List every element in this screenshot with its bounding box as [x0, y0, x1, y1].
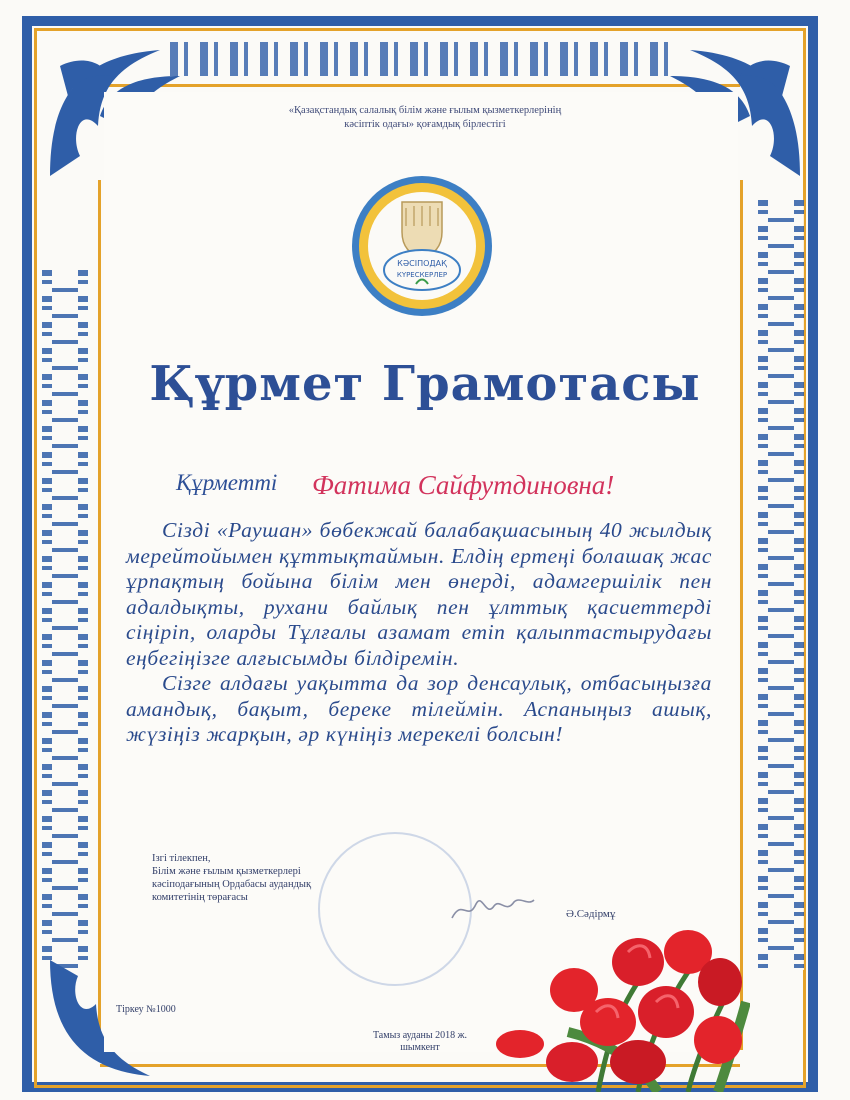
- footer-line-2: шымкент: [400, 1042, 440, 1053]
- signatory-block: [152, 852, 432, 904]
- left-gold-line: [98, 180, 101, 1050]
- paragraph-1: Сізді «Раушан» бөбекжай балабақшасының 40 жылдық мерейтойымен құттықтаймын. Елдің ертеңі болашақ жас ұрпақтың бойына білім мен өнерді, адамгершілік пен адалдықты, рухани байлық пен ұлттық қасиеттерді сіңіріп, оларды Тұлғалы азамат етіп қалыптастырудағы еңбегіңізге алғысымды білдіремін.: [126, 518, 712, 670]
- right-gold-line: [740, 180, 743, 1050]
- sign-line-3: кәсіподағының Ордабасы аудандық: [152, 879, 312, 890]
- congratulation-body: [126, 518, 712, 748]
- emblem-text-1: КӘСІПОДАҚ: [397, 259, 447, 268]
- red-tulips-image: [488, 922, 750, 1092]
- sign-line-2: Білім және ғылым қызметкерлері: [152, 866, 301, 877]
- emblem-text-2: КҮРЕСКЕРЛЕР: [396, 271, 448, 279]
- union-emblem-logo: [336, 174, 508, 318]
- left-ornament-strip: [42, 270, 88, 970]
- certificate-title: Құрмет Грамотасы: [149, 356, 701, 412]
- registration-number: Тіркеу №1000: [116, 1004, 176, 1015]
- right-ornament-strip: [758, 200, 804, 970]
- signer-name: Ә.Сәдірмұ: [566, 908, 616, 920]
- paragraph-2: Сізге алдағы уақытта да зор денсаулық, отбасыңызға амандық, бақыт, береке тілеймін. Аспаныңыз ашық, жүзіңіз жарқын, әр күніңіз мерекелі болсын!: [126, 671, 712, 746]
- footer-line-1: Тамыз ауданы 2018 ж.: [372, 1030, 468, 1041]
- recipient-name: Фатима Сайфутдиновна!: [312, 470, 615, 500]
- greeting-word: Құрметті: [176, 470, 278, 495]
- sign-line-4: комитетінің төрағасы: [152, 892, 248, 903]
- top-ornament-band: [170, 42, 670, 76]
- organization-header: [200, 104, 650, 132]
- sign-line-1: Ізгі тілекпен,: [152, 853, 211, 864]
- organization-line-1: «Қазақстандық салалық білім және ғылым қызметкерлерінің: [288, 105, 562, 116]
- organization-line-2: кәсіптік одағы» қоғамдық бірлестігі: [344, 119, 506, 130]
